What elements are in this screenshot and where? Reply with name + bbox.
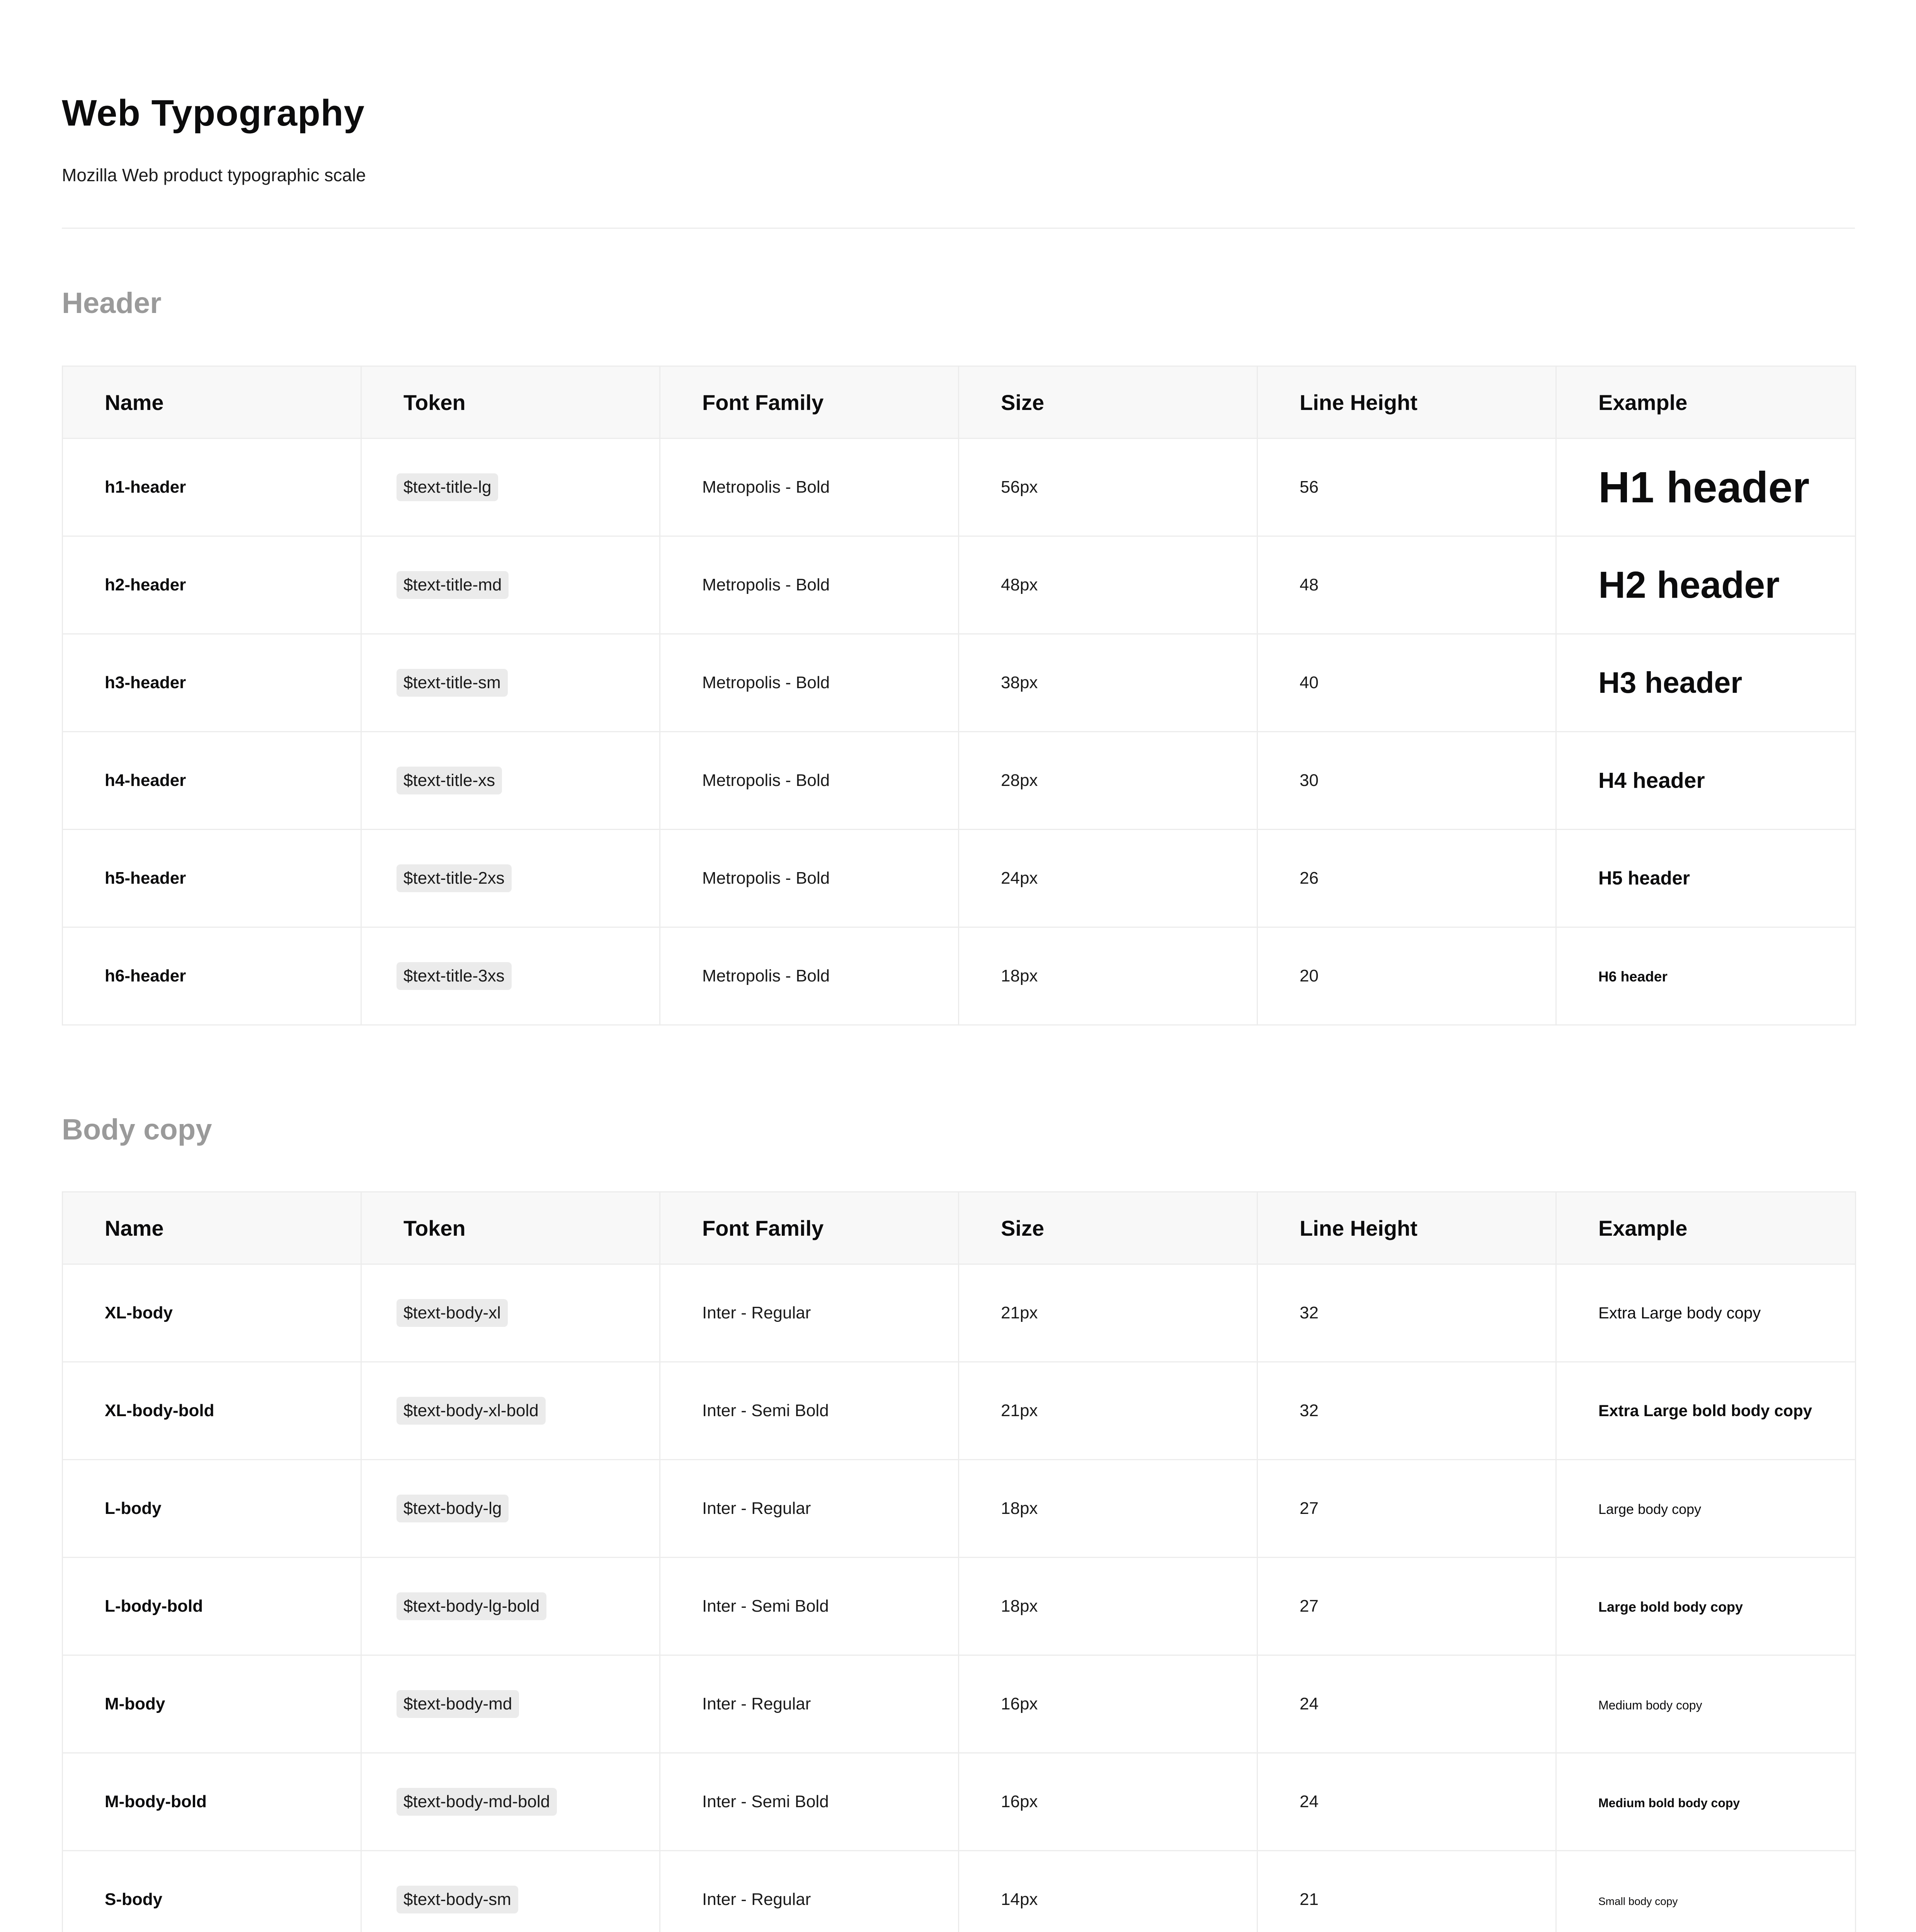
cell-token xyxy=(361,1558,660,1655)
table-row xyxy=(63,732,1856,830)
cell-example xyxy=(1556,1264,1856,1362)
cell-font-family: Inter - Semi Bold xyxy=(660,1753,959,1851)
table-header xyxy=(63,366,1856,439)
header-row xyxy=(63,1192,1856,1264)
cell-size: 56px xyxy=(959,439,1257,536)
cell-line-height: 32 xyxy=(1257,1362,1556,1460)
cell-size: 18px xyxy=(959,927,1257,1025)
cell-name: S-body xyxy=(63,1851,361,1932)
cell-token xyxy=(361,1753,660,1851)
cell-name: M-body-bold xyxy=(63,1753,361,1851)
cell-size: 48px xyxy=(959,536,1257,634)
cell-name: h6-header xyxy=(63,927,361,1025)
cell-example xyxy=(1556,732,1856,830)
cell-name: L-body-bold xyxy=(63,1558,361,1655)
table-body xyxy=(63,1264,1856,1932)
cell-example xyxy=(1556,439,1856,536)
cell-token xyxy=(361,830,660,927)
cell-example xyxy=(1556,634,1856,732)
column-header-example: Example xyxy=(1556,366,1856,439)
token-chip: $text-body-md xyxy=(396,1690,519,1718)
table-row xyxy=(63,439,1856,536)
cell-font-family: Metropolis - Bold xyxy=(660,830,959,927)
table-row xyxy=(63,1753,1856,1851)
cell-line-height: 32 xyxy=(1257,1264,1556,1362)
cell-line-height: 40 xyxy=(1257,634,1556,732)
table-body xyxy=(63,439,1856,1025)
example-text: H5 header xyxy=(1598,868,1690,889)
cell-size: 18px xyxy=(959,1460,1257,1558)
cell-example xyxy=(1556,1655,1856,1753)
cell-size: 16px xyxy=(959,1655,1257,1753)
cell-size: 28px xyxy=(959,732,1257,830)
column-header-line-height: Line Height xyxy=(1257,366,1556,439)
header-row xyxy=(63,366,1856,439)
token-chip: $text-title-sm xyxy=(396,669,508,697)
token-chip: $text-body-lg-bold xyxy=(396,1592,546,1620)
section-title-body-copy: Body copy xyxy=(62,1113,212,1146)
example-text: Large body copy xyxy=(1598,1501,1702,1517)
token-chip: $text-title-lg xyxy=(396,473,498,501)
column-header-line-height: Line Height xyxy=(1257,1192,1556,1264)
cell-font-family: Metropolis - Bold xyxy=(660,536,959,634)
table-header xyxy=(63,1192,1856,1264)
example-text: H3 header xyxy=(1598,666,1742,699)
token-chip: $text-title-3xs xyxy=(396,962,512,990)
cell-token xyxy=(361,1655,660,1753)
table-row xyxy=(63,1362,1856,1460)
column-header-example: Example xyxy=(1556,1192,1856,1264)
column-header-font-family: Font Family xyxy=(660,1192,959,1264)
cell-font-family: Metropolis - Bold xyxy=(660,732,959,830)
cell-size: 21px xyxy=(959,1362,1257,1460)
token-chip: $text-body-sm xyxy=(396,1886,518,1913)
table-row xyxy=(63,1460,1856,1558)
column-header-name: Name xyxy=(63,1192,361,1264)
cell-line-height: 48 xyxy=(1257,536,1556,634)
column-header-size: Size xyxy=(959,1192,1257,1264)
header-type-table xyxy=(62,366,1856,1026)
cell-size: 14px xyxy=(959,1851,1257,1932)
cell-example xyxy=(1556,927,1856,1025)
cell-name: h3-header xyxy=(63,634,361,732)
page-subtitle: Mozilla Web product typographic scale xyxy=(62,165,366,185)
body-type-table xyxy=(62,1191,1856,1932)
column-header-token: Token xyxy=(361,1192,660,1264)
column-header-font-family: Font Family xyxy=(660,366,959,439)
table-row xyxy=(63,1851,1856,1932)
cell-name: XL-body-bold xyxy=(63,1362,361,1460)
cell-line-height: 30 xyxy=(1257,732,1556,830)
cell-example xyxy=(1556,1753,1856,1851)
title-divider xyxy=(62,228,1855,229)
cell-line-height: 21 xyxy=(1257,1851,1556,1932)
cell-font-family: Metropolis - Bold xyxy=(660,927,959,1025)
example-text: H1 header xyxy=(1598,463,1810,512)
cell-token xyxy=(361,927,660,1025)
example-text: H2 header xyxy=(1598,564,1780,606)
cell-font-family: Metropolis - Bold xyxy=(660,634,959,732)
cell-line-height: 26 xyxy=(1257,830,1556,927)
example-text: Medium body copy xyxy=(1598,1698,1702,1712)
cell-size: 38px xyxy=(959,634,1257,732)
cell-example xyxy=(1556,1851,1856,1932)
cell-token xyxy=(361,536,660,634)
cell-font-family: Inter - Semi Bold xyxy=(660,1362,959,1460)
table-row xyxy=(63,536,1856,634)
cell-size: 16px xyxy=(959,1753,1257,1851)
cell-token xyxy=(361,439,660,536)
section-title-header: Header xyxy=(62,287,162,320)
table-row xyxy=(63,830,1856,927)
cell-size: 18px xyxy=(959,1558,1257,1655)
table-row xyxy=(63,1264,1856,1362)
cell-font-family: Inter - Regular xyxy=(660,1264,959,1362)
cell-size: 21px xyxy=(959,1264,1257,1362)
cell-token xyxy=(361,1362,660,1460)
cell-name: h5-header xyxy=(63,830,361,927)
table-row xyxy=(63,1558,1856,1655)
cell-line-height: 20 xyxy=(1257,927,1556,1025)
token-chip: $text-body-xl-bold xyxy=(396,1397,546,1425)
cell-font-family: Metropolis - Bold xyxy=(660,439,959,536)
cell-name: h1-header xyxy=(63,439,361,536)
example-text: Medium bold body copy xyxy=(1598,1796,1740,1810)
cell-size: 24px xyxy=(959,830,1257,927)
cell-line-height: 24 xyxy=(1257,1655,1556,1753)
page-title: Web Typography xyxy=(62,92,365,134)
cell-font-family: Inter - Semi Bold xyxy=(660,1558,959,1655)
example-text: H6 header xyxy=(1598,969,1668,985)
cell-line-height: 27 xyxy=(1257,1558,1556,1655)
cell-font-family: Inter - Regular xyxy=(660,1460,959,1558)
cell-example xyxy=(1556,830,1856,927)
example-text: H4 header xyxy=(1598,768,1705,793)
token-chip: $text-title-2xs xyxy=(396,864,512,892)
table-row xyxy=(63,634,1856,732)
cell-example xyxy=(1556,536,1856,634)
token-chip: $text-body-lg xyxy=(396,1495,509,1522)
example-text: Large bold body copy xyxy=(1598,1599,1743,1615)
cell-line-height: 27 xyxy=(1257,1460,1556,1558)
cell-example xyxy=(1556,1558,1856,1655)
cell-token xyxy=(361,1851,660,1932)
table-row xyxy=(63,1655,1856,1753)
token-chip: $text-title-md xyxy=(396,571,509,599)
example-text: Small body copy xyxy=(1598,1895,1678,1907)
cell-font-family: Inter - Regular xyxy=(660,1655,959,1753)
cell-name: h2-header xyxy=(63,536,361,634)
cell-example xyxy=(1556,1460,1856,1558)
cell-token xyxy=(361,1460,660,1558)
example-text: Extra Large body copy xyxy=(1598,1304,1761,1322)
table-row xyxy=(63,927,1856,1025)
column-header-token: Token xyxy=(361,366,660,439)
cell-name: M-body xyxy=(63,1655,361,1753)
example-text: Extra Large bold body copy xyxy=(1598,1401,1812,1420)
cell-line-height: 24 xyxy=(1257,1753,1556,1851)
token-chip: $text-body-xl xyxy=(396,1299,508,1327)
token-chip: $text-body-md-bold xyxy=(396,1788,557,1816)
cell-example xyxy=(1556,1362,1856,1460)
cell-token xyxy=(361,1264,660,1362)
token-chip: $text-title-xs xyxy=(396,767,502,794)
cell-name: L-body xyxy=(63,1460,361,1558)
cell-font-family: Inter - Regular xyxy=(660,1851,959,1932)
cell-token xyxy=(361,732,660,830)
column-header-name: Name xyxy=(63,366,361,439)
cell-name: XL-body xyxy=(63,1264,361,1362)
cell-token xyxy=(361,634,660,732)
cell-name: h4-header xyxy=(63,732,361,830)
cell-line-height: 56 xyxy=(1257,439,1556,536)
column-header-size: Size xyxy=(959,366,1257,439)
